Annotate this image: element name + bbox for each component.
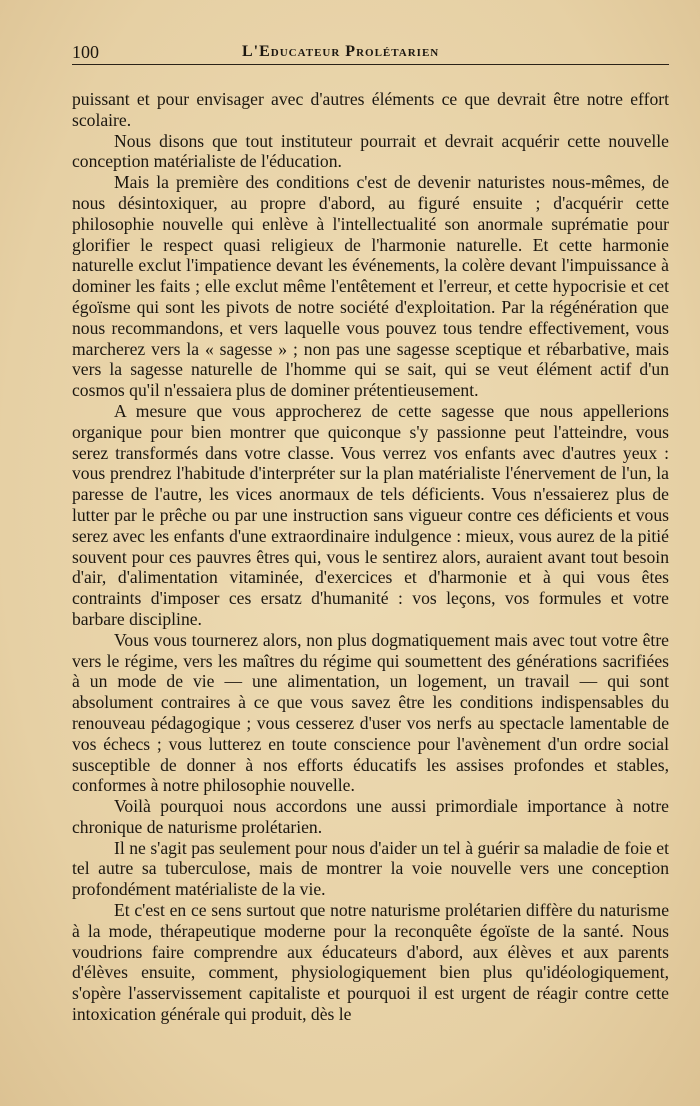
- body-text: [72, 89, 669, 1025]
- paragraph: puissant et pour envisager avec d'autres éléments ce que devrait être notre effort scolaire.: [72, 89, 669, 130]
- paragraph: Nous disons que tout instituteur pourrait et devrait acquérir cette nouvelle conception matérialiste de l'éducation.: [72, 130, 669, 172]
- paragraph: Vous vous tournerez alors, non plus dogmatiquement mais avec tout votre être vers le régime, vers les maîtres du régime qui soumettent des générations sacrifiées à un mode de vie — une alimentation, un logement, un travail — qui sont absolument contraires à ce que vous savez être les conditions indispensables du renouveau pédagogique ; vous cesserez d'user vos nerfs au spectacle lamentable de vos échecs ; vous lutterez en toute conscience pour l'avènement d'un ordre social susceptible de donner à nos efforts éducatifs les assises profondes et stables, conformes à notre philosophie nouvelle.: [72, 629, 669, 796]
- paragraph: Voilà pourquoi nous accordons une aussi primordiale importance à notre chronique de naturisme prolétarien.: [72, 796, 669, 837]
- page-number: 100: [72, 42, 99, 62]
- paragraph: A mesure que vous approcherez de cette sagesse que nous appellerions organique pour bien montrer que quiconque s'y passionne peut l'atteindre, vous serez transformés dans votre classe. Vous verrez vos enfants avec d'autres yeux : vous prendrez l'habitude d'interpréter sur la plan matérialiste l'énervement de l'un, la paresse de l'autre, les vices anormaux de tels déficients. Vous n'essaierez plus de lutter par le prêche ou par une instruction sans vigueur contre ces déficients et vous serez avec les enfants d'une extraordinaire indulgence : mieux, vous aurez de la pitié souvent pour ces pauvres êtres qui, vous le sentirez alors, auraient avant tout besoin d'air, d'alimentation vitaminée, d'exercices et d'harmonie et à qui vous êtes contraints d'imposer ces ersatz d'humanité : vos leçons, vos formules et votre barbare discipline.: [72, 400, 669, 629]
- paragraph: Il ne s'agit pas seulement pour nous d'aider un tel à guérir sa maladie de foie et tel autre sa tuberculose, mais de montrer la voie nouvelle vers une conception profondément matérialiste de la vie.: [72, 837, 669, 900]
- page-header: [72, 40, 669, 65]
- paragraph: Et c'est en ce sens surtout que notre naturisme prolétarien diffère du naturisme à la mode, thérapeutique moderne pour la reconquête égoïste de la santé. Nous voudrions faire comprendre aux éducateurs d'abord, aux élèves et aux parents d'élèves ensuite, comment, physiologiquement bien plus qu'idéologiquement, s'opère l'asservissement capitaliste et pourquoi il est urgent de réagir contre cette intoxication générale qui produit, dès le: [72, 900, 669, 1025]
- paragraph: Mais la première des conditions c'est de devenir naturistes nous-mêmes, de nous désintoxiquer, au propre d'abord, au figuré ensuite ; d'acquérir cette philosophie nouvelle qui enlève à l'intellectualité son anormale suprématie pour glorifier le respect quasi religieux de l'harmonie naturelle. Et cette harmonie naturelle exclut l'impatience devant les événements, la colère devant l'impuissance à dominer les faits ; elle exclut même l'entêtement et l'erreur, et cette hypocrisie et cet égoïsme qui sont les pivots de notre société d'exploitation. Par la régénération que nous recommandons, et vers laquelle vous pouvez tous tendre effectivement, vous marcherez vers la « sagesse » ; non pas une sagesse sceptique et rébarbative, mais vers la sagesse naturelle de l'homme qui se sait, qui se veut élément actif d'un cosmos qu'il n'essaiera plus de dominer prétentieusement.: [72, 172, 669, 401]
- running-title: L'Educateur Prolétarien: [242, 43, 440, 60]
